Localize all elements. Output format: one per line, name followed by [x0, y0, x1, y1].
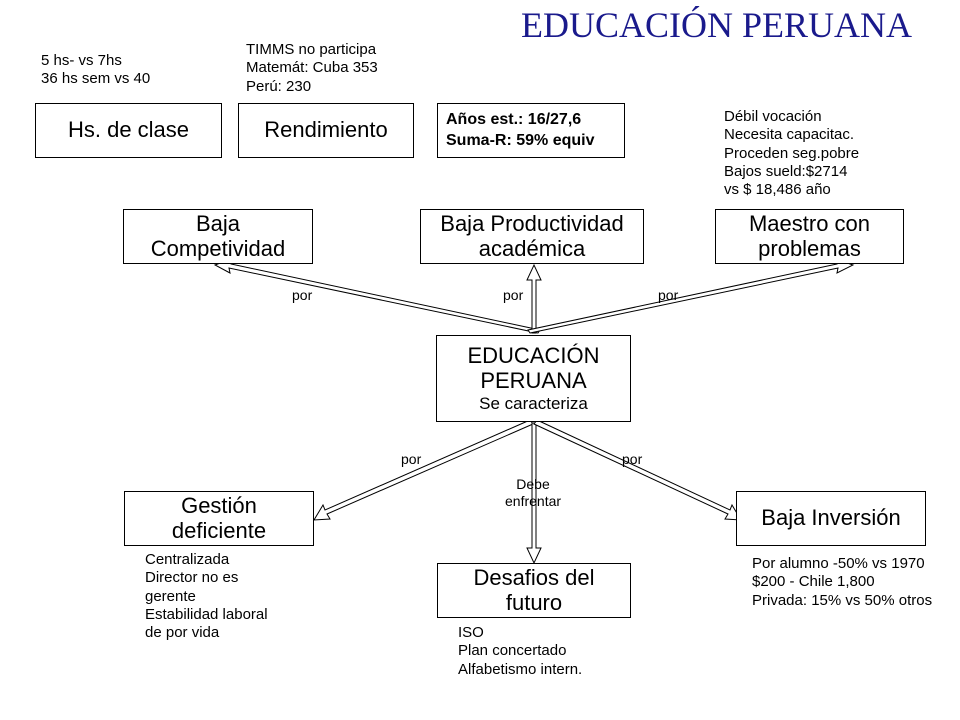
arrow-to-investment	[534, 420, 741, 520]
page-title: EDUCACIÓN PERUANA	[521, 5, 913, 45]
management-note-line: gerente	[145, 587, 196, 605]
management-note	[145, 551, 268, 642]
competitiveness-box-line: Baja	[195, 210, 241, 236]
management-note-line: Director no es	[145, 569, 239, 587]
management-note-line: Centralizada	[145, 551, 230, 568]
future-note-line: ISO	[458, 624, 484, 641]
competitiveness-box	[123, 209, 313, 264]
por-label: por	[658, 287, 679, 303]
teacher-box-line: problemas	[758, 235, 861, 261]
investment-note-line: Por alumno -50% vs 1970	[752, 555, 925, 572]
future-note	[458, 624, 582, 679]
investment-note-line: Privada: 15% vs 50% otros	[752, 591, 933, 609]
productivity-box	[420, 209, 644, 264]
por-label: por	[622, 451, 643, 467]
years-box-line: Suma-R: 59% equiv	[446, 131, 595, 149]
investment-box	[736, 491, 926, 546]
future-box-line: futuro	[505, 589, 563, 615]
productivity-box-line: Baja Productividad	[440, 210, 624, 236]
competitiveness-box-line: Competividad	[150, 235, 286, 261]
management-note-line: de por vida	[145, 624, 220, 642]
years-box-line: Años est.: 16/27,6	[446, 110, 582, 128]
management-box-line: deficiente	[171, 517, 267, 543]
debe-label-line: enfrentar	[505, 492, 562, 509]
debe-enfrentar-label	[505, 476, 561, 510]
timms-note-line: Perú: 230	[246, 77, 312, 95]
management-note-line: Estabilidad laboral	[145, 605, 268, 623]
center-box	[436, 335, 631, 422]
hours-note-line: 36 hs sem vs 40	[41, 70, 151, 88]
teacher-note-line: Bajos sueld:$2714	[724, 162, 848, 180]
future-box-line: Desafios del	[473, 564, 595, 590]
future-note-line: Alfabetismo intern.	[458, 660, 583, 678]
timms-note	[246, 41, 378, 96]
future-box	[437, 563, 631, 618]
performance-box	[238, 103, 414, 158]
arrow-to-competitiveness	[215, 259, 540, 333]
hours-box	[35, 103, 222, 158]
center-box-line: EDUCACIÓN	[467, 343, 600, 369]
teacher-note-line: Proceden seg.pobre	[724, 144, 860, 162]
teacher-note	[724, 108, 859, 199]
hours-box-label: Hs. de clase	[67, 117, 190, 143]
teacher-note-line: Necesita capacitac.	[724, 126, 855, 144]
arrow-to-teacher	[528, 259, 853, 333]
debe-label-line: Debe	[516, 476, 550, 492]
investment-note	[752, 555, 932, 610]
timms-note-line: TIMMS no participa	[246, 41, 377, 58]
investment-note-line: $200 - Chile 1,800	[752, 573, 875, 591]
arrow-to-productivity	[527, 265, 541, 333]
future-note-line: Plan concertado	[458, 642, 567, 660]
hours-note	[41, 52, 150, 89]
investment-box-label: Baja Inversión	[761, 505, 901, 531]
productivity-box-line: académica	[478, 235, 586, 261]
timms-note-line: Matemát: Cuba 353	[246, 59, 378, 77]
por-label: por	[401, 451, 422, 467]
hours-note-line: 5 hs- vs 7hs	[41, 52, 122, 69]
teacher-note-line: vs $ 18,486 año	[724, 181, 831, 199]
management-box-line: Gestión	[181, 492, 257, 518]
performance-box-label: Rendimiento	[264, 117, 388, 143]
management-box	[124, 491, 314, 546]
teacher-box	[715, 209, 904, 264]
years-box	[437, 103, 625, 158]
teacher-note-line: Débil vocación	[724, 108, 822, 125]
center-box-subtitle: Se caracteriza	[479, 393, 588, 413]
teacher-box-line: Maestro con	[748, 210, 871, 236]
arrow-to-management	[314, 420, 533, 520]
por-label: por	[292, 287, 313, 303]
por-label: por	[503, 287, 524, 303]
center-box-line: PERUANA	[480, 367, 587, 393]
